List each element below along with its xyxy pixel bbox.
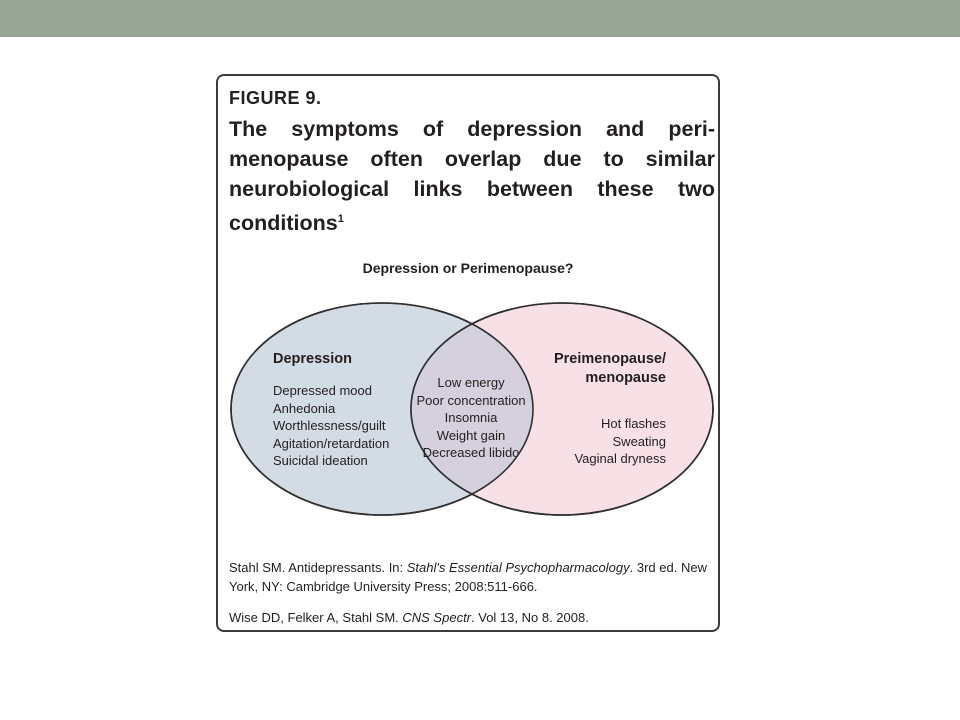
list-item: Weight gain <box>436 427 506 443</box>
depression-symptom-list <box>273 382 389 470</box>
reference-2-authors: Wise DD, Felker A, Stahl SM. <box>229 610 403 625</box>
reference-2 <box>229 608 709 627</box>
reference-2-details: . Vol 13, No 8. 2008. <box>471 610 589 625</box>
menopause-title-line1: Preimenopause/ <box>553 351 666 367</box>
list-item: Low energy <box>437 375 505 390</box>
caption-footnote-mark: 1 <box>337 213 344 225</box>
list-item: Insomnia <box>444 410 498 425</box>
list-item: Suicidal ideation <box>273 453 368 468</box>
menopause-symptom-list <box>538 415 666 468</box>
list-item: Hot flashes <box>600 416 666 431</box>
figure-label: FIGURE 9. <box>229 88 322 108</box>
list-item: Agitation/retardation <box>273 435 390 451</box>
list-item: Decreased libido <box>422 445 520 460</box>
reference-1 <box>229 558 709 596</box>
reference-1-details: . 3rd ed. New York, NY: Cambridge University Press; 2008:511-666. <box>229 560 707 594</box>
figure-caption-text: The symptoms of depression and perimenopause often overlap due to similar neurobiological links between these two conditions <box>229 117 715 236</box>
list-item: Depressed mood <box>273 383 372 398</box>
shared-symptom-list <box>406 374 536 462</box>
menopause-set-title <box>538 350 666 388</box>
list-item: Poor concentration <box>416 392 526 408</box>
list-item: Anhedonia <box>273 400 336 416</box>
menopause-title-line2: menopause <box>585 370 666 386</box>
list-item: Sweating <box>612 433 666 449</box>
venn-title: Depression or Perimenopause? <box>362 260 574 276</box>
slide-header-bar <box>0 0 960 37</box>
reference-1-authors: Stahl SM. Antidepressants. In: <box>229 560 407 575</box>
reference-2-journal: CNS Spectr <box>402 610 472 625</box>
reference-1-book-title: Stahl's Essential Psychopharmacology <box>406 560 630 575</box>
list-item: Vaginal dryness <box>574 451 666 466</box>
list-item: Worthlessness/guilt <box>273 418 386 433</box>
figure-panel <box>216 74 720 632</box>
depression-set-title: Depression <box>273 351 352 367</box>
